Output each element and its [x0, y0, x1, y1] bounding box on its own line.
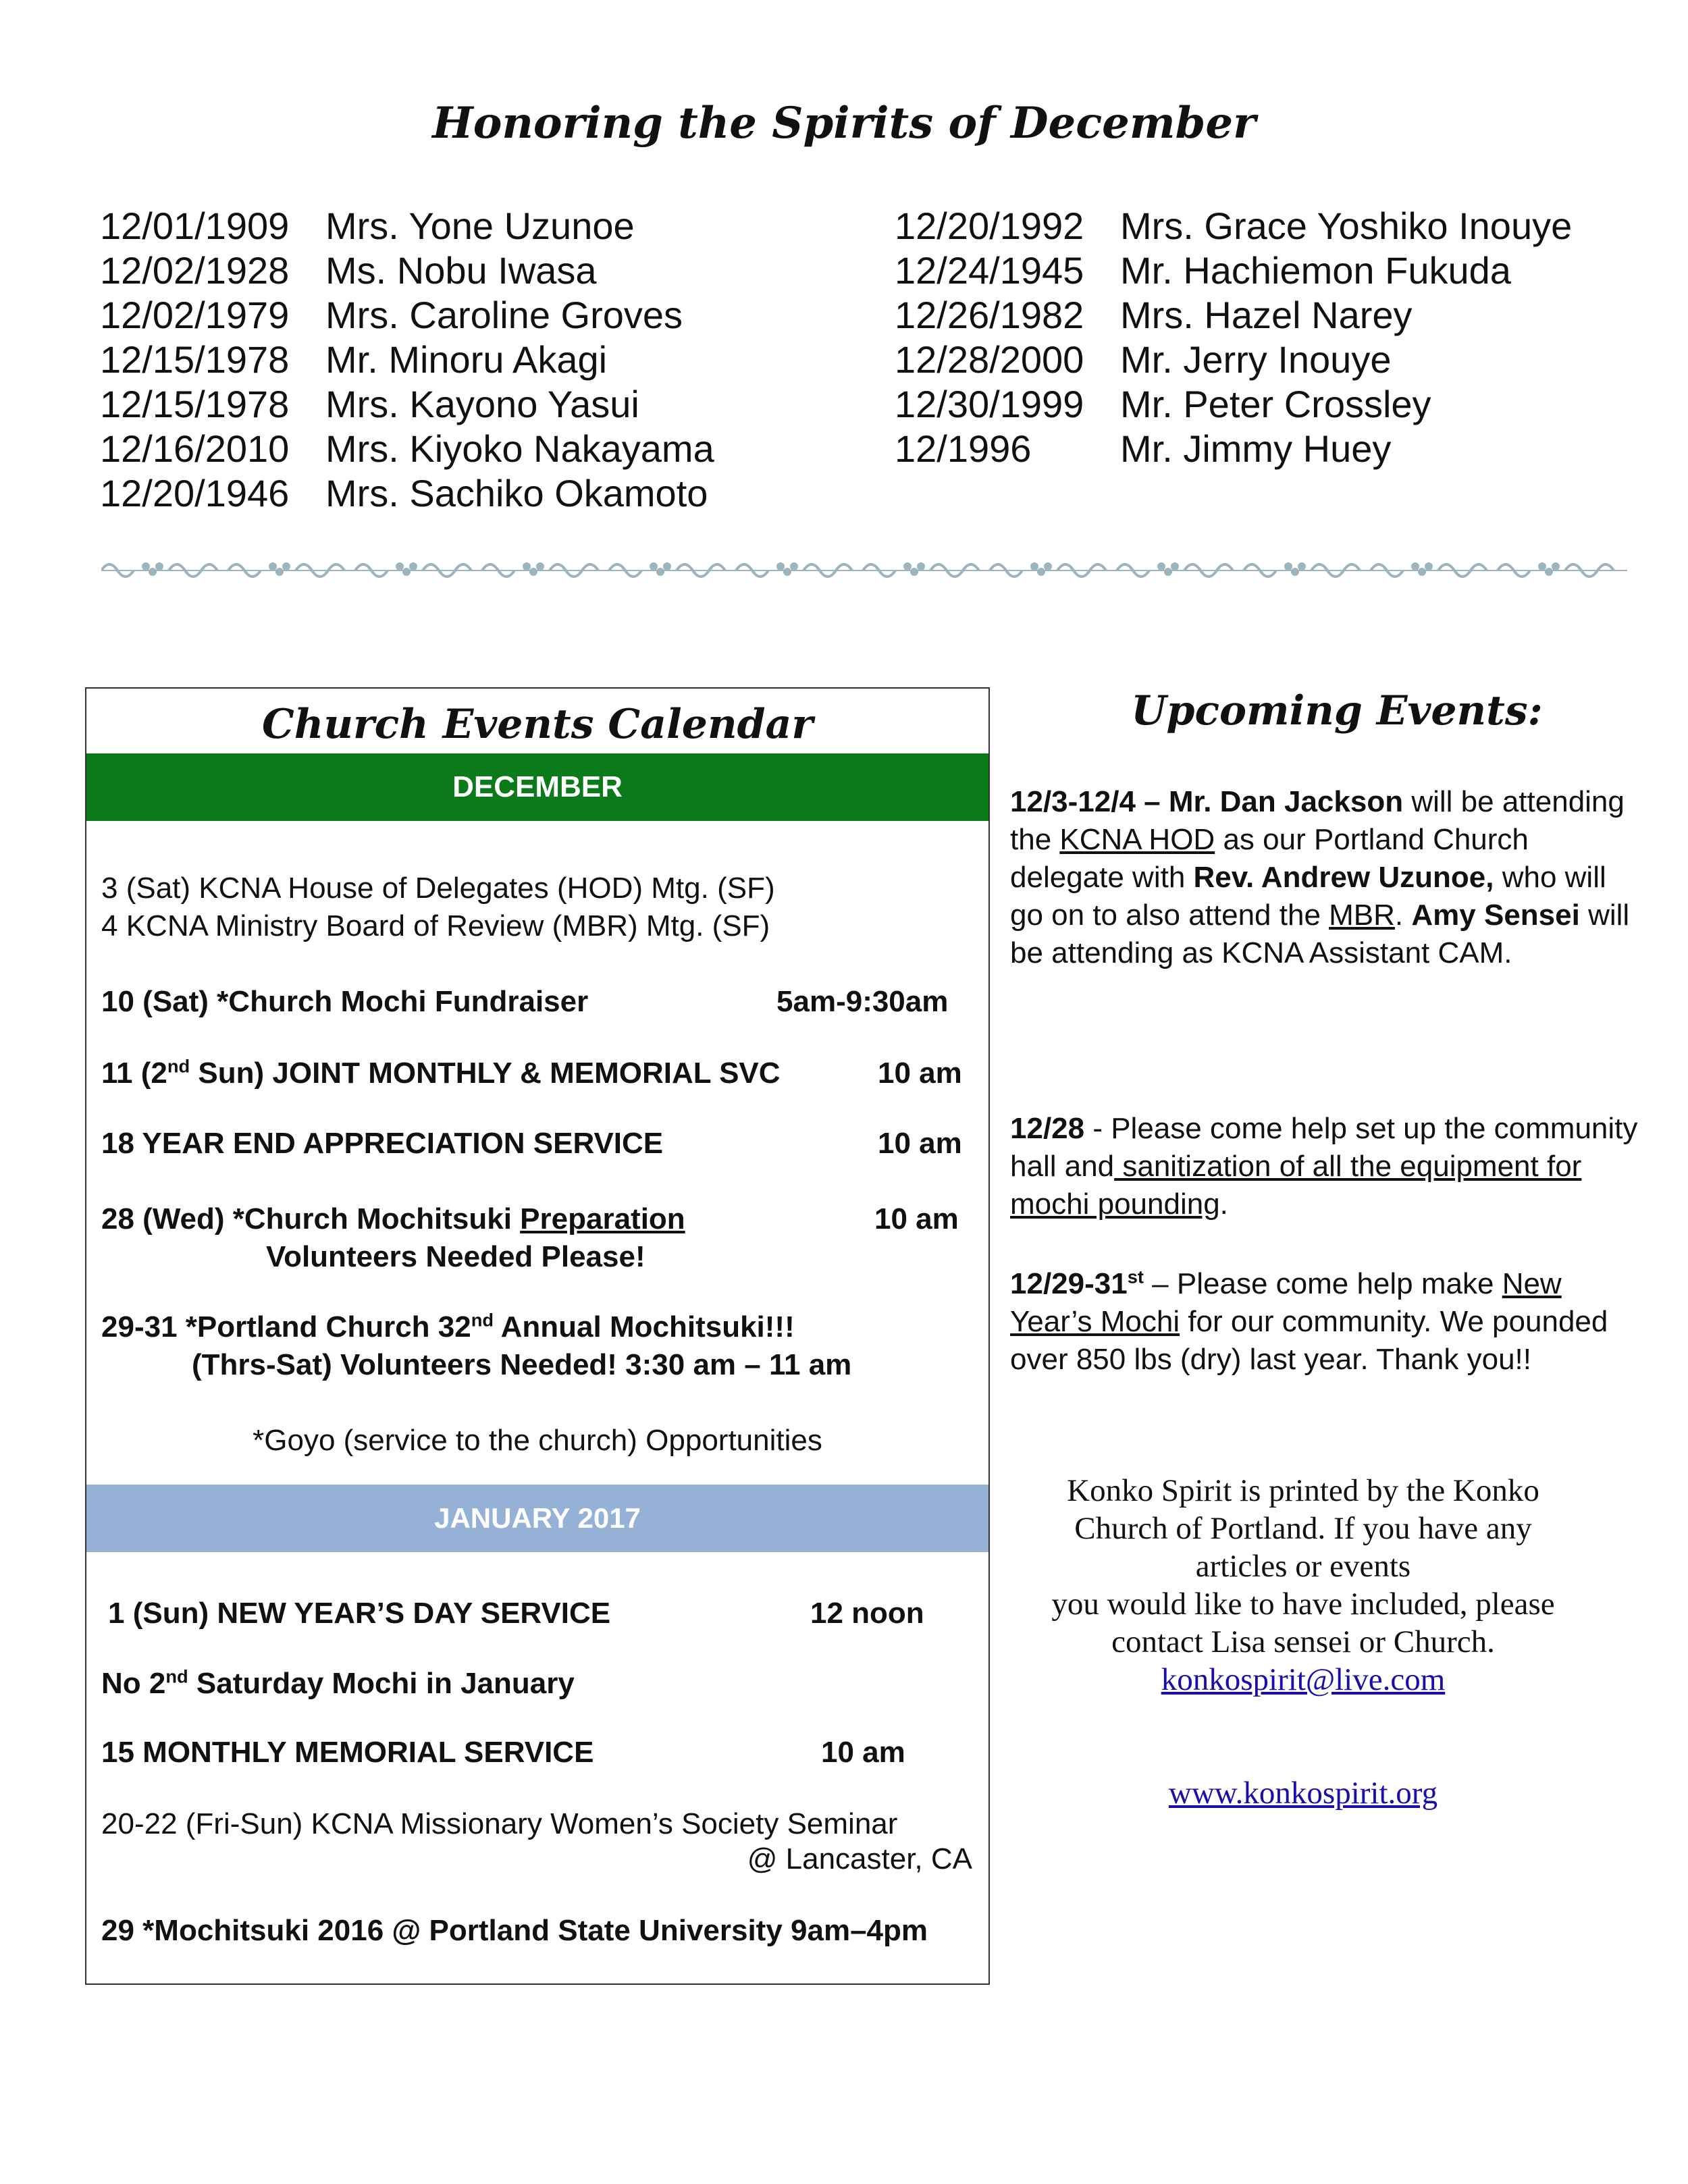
event-text: .	[1394, 899, 1412, 932]
memorial-date: 12/02/1928	[100, 249, 290, 292]
info-line: contact Lisa sensei or Church.	[1111, 1624, 1495, 1659]
event-text: who will go on to also attend the	[1010, 861, 1606, 932]
upcoming-event-hall-setup	[1010, 1110, 1645, 1223]
page-title: Honoring the Spirits of December	[432, 98, 1256, 149]
event-mochitsuki-psu: 29 *Mochitsuki 2016 @ Portland State University 9am–4pm	[101, 1914, 928, 1947]
event-text: will be attending the	[1010, 785, 1625, 856]
memorial-date: 12/02/1979	[100, 294, 290, 336]
memorial-name: Mr. Minoru Akagi	[325, 338, 608, 381]
newsletter-info	[999, 1472, 1607, 1812]
memorial-date: 12/15/1978	[100, 383, 290, 425]
event-date-text: 12/29-31	[1010, 1267, 1128, 1300]
event-date	[1010, 1267, 1144, 1300]
event-annual-mochitsuki	[101, 1308, 795, 1346]
event-person: Amy Sensei	[1411, 899, 1580, 932]
info-line: articles or events	[1195, 1549, 1411, 1584]
memorial-name: Mr. Peter Crossley	[1120, 383, 1431, 425]
memorial-date: 12/1996	[895, 427, 1032, 470]
event-mbr-mtg: 4 KCNA Ministry Board of Review (MBR) Mtg. (SF)	[101, 909, 770, 942]
event-text: Saturday Mochi in January	[188, 1667, 575, 1700]
info-line: Konko Spirit is printed by the Konko	[1067, 1473, 1539, 1508]
memorial-name: Mrs. Caroline Groves	[325, 294, 683, 336]
memorial-date: 12/26/1982	[895, 294, 1084, 336]
event-text: for our community. We pounded over 850 lbs (dry) last year. Thank you!!	[1010, 1305, 1608, 1376]
event-text: 11 (2	[101, 1057, 167, 1090]
event-time: 10 am	[874, 1202, 959, 1235]
info-line: you would like to have included, please	[1051, 1587, 1555, 1622]
memorial-name: Ms. Nobu Iwasa	[325, 249, 597, 292]
event-joint-monthly-service	[101, 1055, 962, 1092]
memorial-date: 12/30/1999	[895, 383, 1084, 425]
event-text: - Please come help set up the community hall and	[1010, 1112, 1638, 1183]
event-time: 10 am	[821, 1736, 905, 1769]
memorial-name: Mr. Jimmy Huey	[1120, 427, 1392, 470]
ordinal-suffix: nd	[167, 1055, 190, 1077]
event-text: .	[1219, 1188, 1228, 1221]
december-header: DECEMBER	[86, 753, 988, 821]
memorial-date: 12/16/2010	[100, 427, 290, 470]
event-monthly-memorial-service	[101, 1734, 905, 1772]
mochitsuki-volunteers-note: (Thrs-Sat) Volunteers Needed! 3:30 am – 11 am	[192, 1348, 852, 1381]
website-link[interactable]: www.konkospirit.org	[1168, 1776, 1438, 1811]
upcoming-event-delegates	[1010, 783, 1645, 972]
seminar-location: @ Lancaster, CA	[747, 1842, 972, 1875]
january-header: JANUARY 2017	[86, 1485, 988, 1552]
memorial-name: Mr. Hachiemon Fukuda	[1120, 249, 1511, 292]
memorial-name: Mr. Jerry Inouye	[1120, 338, 1392, 381]
memorial-date: 12/28/2000	[895, 338, 1084, 381]
memorial-name: Mrs. Kiyoko Nakayama	[325, 427, 714, 470]
memorial-date: 12/24/1945	[895, 249, 1084, 292]
memorial-date: 12/15/1978	[100, 338, 290, 381]
event-date: 12/28	[1010, 1112, 1085, 1145]
event-year-end-service	[101, 1125, 962, 1163]
event-text: Annual Mochitsuki!!!	[494, 1310, 795, 1343]
event-text: Sun) JOINT MONTHLY & MEMORIAL SVC	[190, 1057, 781, 1090]
event-text: 15 MONTHLY MEMORIAL SERVICE	[101, 1736, 594, 1769]
event-hod-mtg: 3 (Sat) KCNA House of Delegates (HOD) Mtg. (SF)	[101, 872, 775, 905]
event-text: 1 (Sun) NEW YEAR’S DAY SERVICE	[108, 1597, 611, 1630]
event-text-underlined: MBR	[1329, 899, 1395, 932]
memorial-name: Mrs. Grace Yoshiko Inouye	[1120, 205, 1573, 247]
event-text-underlined: KCNA HOD	[1059, 823, 1215, 856]
event-womens-society-seminar: 20-22 (Fri-Sun) KCNA Missionary Women’s Society Seminar	[101, 1807, 898, 1840]
memorial-date: 12/20/1992	[895, 205, 1084, 247]
event-mochi-fundraiser	[101, 983, 949, 1021]
memorial-date: 12/20/1946	[100, 472, 290, 514]
event-time: 5am-9:30am	[776, 985, 949, 1018]
event-text: as our Portland Church delegate with	[1010, 823, 1529, 894]
event-text: 29-31 *Portland Church 32	[101, 1310, 471, 1343]
decorative-scroll-divider	[101, 550, 1627, 591]
event-text-underlined: Preparation	[520, 1202, 685, 1235]
church-events-calendar	[85, 687, 990, 1985]
memorial-name: Mrs. Yone Uzunoe	[325, 205, 635, 247]
event-mochitsuki-preparation	[101, 1200, 959, 1238]
event-text: 18 YEAR END APPRECIATION SERVICE	[101, 1127, 664, 1160]
event-text: 28 (Wed) *Church Mochitsuki	[101, 1202, 521, 1235]
no-saturday-mochi-note	[101, 1665, 575, 1703]
event-text: No 2	[101, 1667, 166, 1700]
event-text-underlined: sanitization of all the equipment for mochi pounding	[1010, 1150, 1582, 1221]
upcoming-event-mochi-making	[1010, 1265, 1645, 1379]
event-text-underlined: New Year’s Mochi	[1010, 1267, 1562, 1338]
event-text: 10 (Sat) *Church Mochi Fundraiser	[101, 985, 589, 1018]
info-line: Church of Portland. If you have any	[1074, 1511, 1532, 1546]
calendar-title: Church Events Calendar	[261, 701, 814, 748]
email-link[interactable]: konkospirit@live.com	[1161, 1662, 1446, 1697]
event-time: 12 noon	[810, 1597, 924, 1630]
memorial-date: 12/01/1909	[100, 205, 290, 247]
ordinal-suffix: nd	[165, 1666, 188, 1687]
volunteers-needed-note: Volunteers Needed Please!	[266, 1240, 645, 1273]
upcoming-events-title: Upcoming Events:	[1131, 687, 1543, 735]
memorial-name: Mrs. Sachiko Okamoto	[325, 472, 708, 514]
event-time: 10 am	[878, 1127, 962, 1160]
goyo-opportunities: *Goyo (service to the church) Opportunities	[253, 1424, 822, 1457]
ordinal-suffix: st	[1127, 1266, 1144, 1287]
event-text: will be attending as KCNA Assistant CAM.	[1010, 899, 1630, 969]
ordinal-suffix: nd	[471, 1309, 494, 1331]
memorial-name: Mrs. Hazel Narey	[1120, 294, 1413, 336]
event-person: Rev. Andrew Uzunoe,	[1193, 861, 1494, 894]
event-text: – Please come help make	[1143, 1267, 1502, 1300]
event-date-name: 12/3-12/4 – Mr. Dan Jackson	[1010, 785, 1404, 818]
event-new-years-service	[108, 1595, 924, 1632]
event-time: 10 am	[878, 1057, 962, 1090]
memorial-name: Mrs. Kayono Yasui	[325, 383, 639, 425]
